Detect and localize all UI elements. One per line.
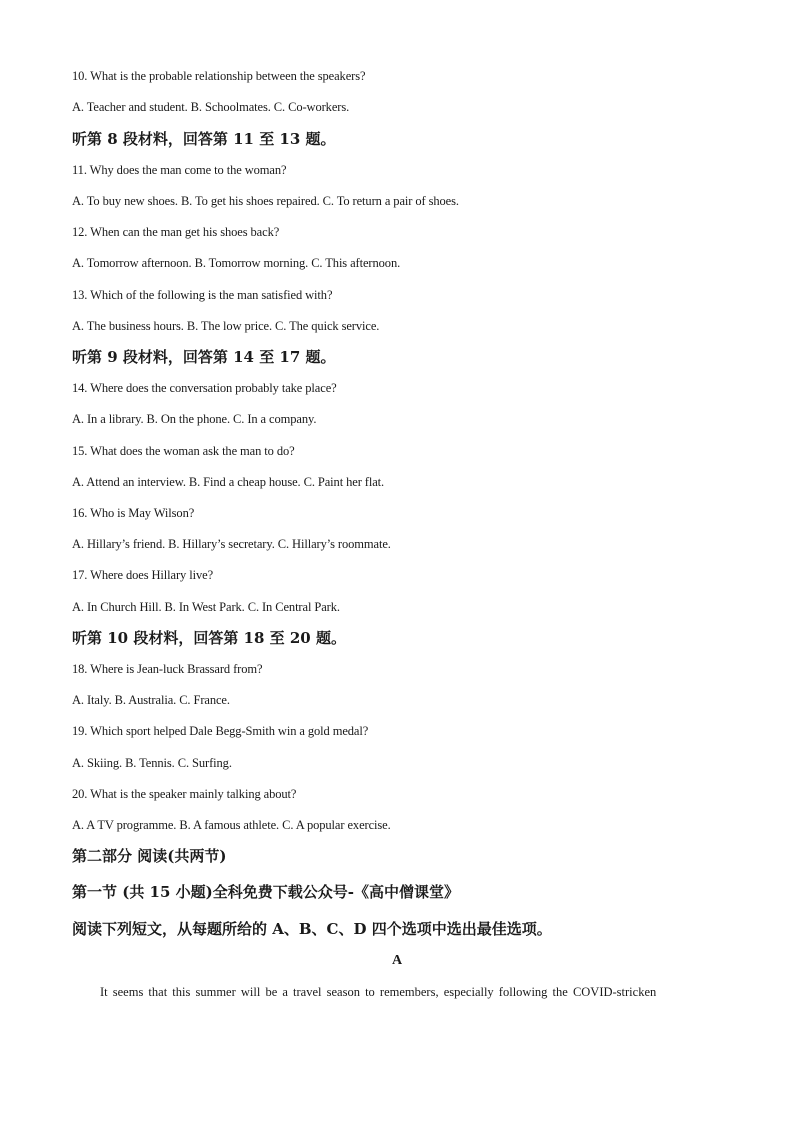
section-one-heading: 第一节 (共 15 小题)全科免费下载公众号-《高中僧课堂》	[72, 883, 459, 901]
question-16: 16. Who is May Wilson?	[72, 506, 195, 520]
question-14: 14. Where does the conversation probably take place?	[72, 381, 337, 395]
question-13: 13. Which of the following is the man satisfied with?	[72, 288, 333, 302]
options-19: A. Skiing. B. Tennis. C. Surfing.	[72, 756, 232, 770]
options-10: A. Teacher and student. B. Schoolmates. C. Co-workers.	[72, 100, 350, 114]
question-20: 20. What is the speaker mainly talking about?	[72, 787, 297, 801]
reading-instructions: 阅读下列短文，从每题所给的 A、B、C、D 四个选项中选出最佳选项。	[72, 920, 552, 938]
question-19: 19. Which sport helped Dale Begg-Smith win a gold medal?	[72, 724, 369, 738]
question-12: 12. When can the man get his shoes back?	[72, 225, 280, 239]
section-heading-9: 听第 9 段材料，回答第 14 至 17 题。	[72, 348, 336, 366]
options-13: A. The business hours. B. The low price. C. The quick service.	[72, 319, 380, 333]
options-14: A. In a library. B. On the phone. C. In a company.	[72, 412, 317, 426]
options-17: A. In Church Hill. B. In West Park. C. In Central Park.	[72, 600, 340, 614]
part-two-heading: 第二部分 阅读(共两节)	[72, 847, 227, 865]
options-11: A. To buy new shoes. B. To get his shoes repaired. C. To return a pair of shoes.	[72, 194, 459, 208]
question-18: 18. Where is Jean-luck Brassard from?	[72, 662, 263, 676]
options-12: A. Tomorrow afternoon. B. Tomorrow morning. C. This afternoon.	[72, 256, 401, 270]
options-18: A. Italy. B. Australia. C. France.	[72, 693, 230, 707]
question-10: 10. What is the probable relationship between the speakers?	[72, 69, 366, 83]
passage-label: A	[391, 953, 403, 968]
question-17: 17. Where does Hillary live?	[72, 568, 214, 582]
question-11: 11. Why does the man come to the woman?	[72, 163, 287, 177]
section-heading-8: 听第 8 段材料，回答第 11 至 13 题。	[72, 130, 336, 148]
passage-first-line: It seems that this summer will be a travel season to remembers, especially following the COVID-stricken	[100, 985, 657, 999]
options-20: A. A TV programme. B. A famous athlete. C. A popular exercise.	[72, 818, 391, 832]
section-heading-10: 听第 10 段材料，回答第 18 至 20 题。	[72, 629, 346, 647]
options-15: A. Attend an interview. B. Find a cheap house. C. Paint her flat.	[72, 475, 385, 489]
question-15: 15. What does the woman ask the man to do?	[72, 444, 295, 458]
options-16: A. Hillary’s friend. B. Hillary’s secretary. C. Hillary’s roommate.	[72, 537, 391, 551]
